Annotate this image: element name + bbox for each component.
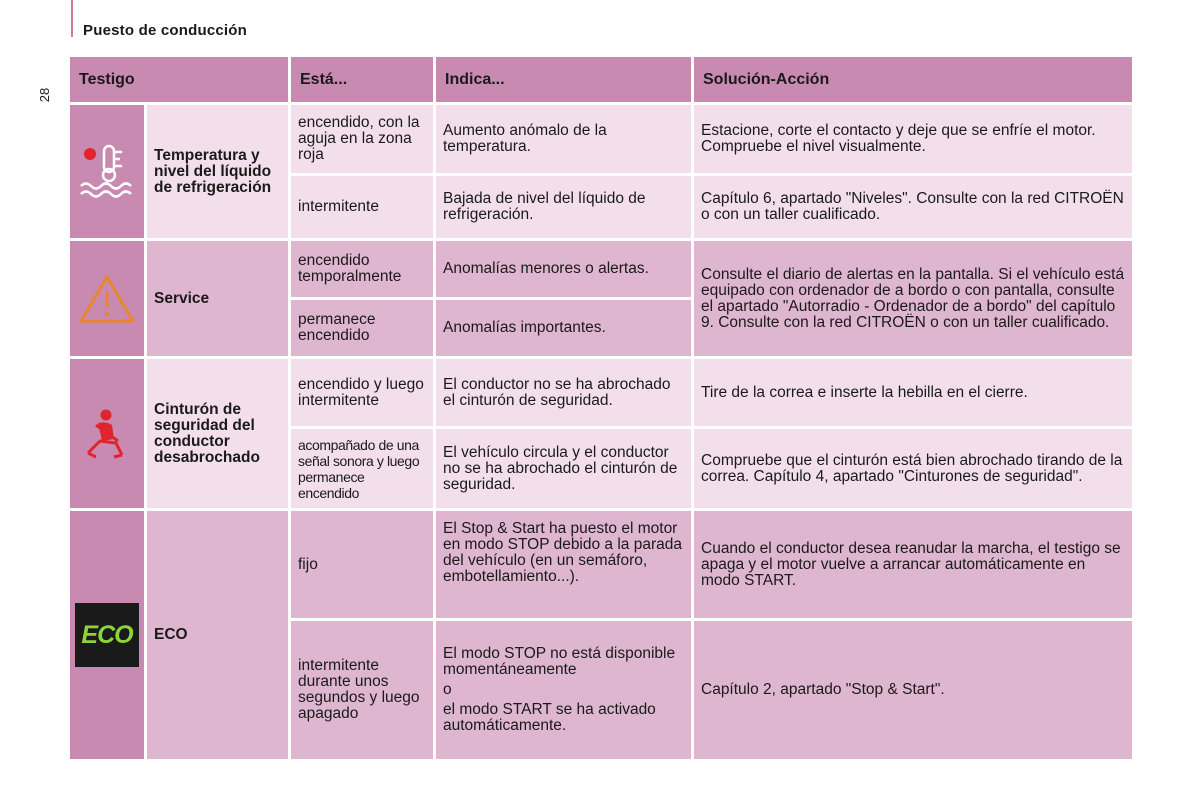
warning-name-eco: ECO (147, 511, 288, 759)
header-accent-bar (71, 0, 73, 37)
indica-cell: El Stop & Start ha puesto el motor en modo STOP debido a la parada del vehículo (en un semáforo, embotellamiento...). (436, 511, 691, 618)
seatbelt-warning-icon (70, 359, 144, 508)
indica-cell: Aumento anómalo de la temperatura. (436, 105, 691, 173)
indica-cell: Anomalías importantes. (436, 300, 691, 356)
eco-indicator-icon (70, 511, 144, 759)
esta-cell: fijo (291, 511, 433, 618)
solucion-cell: Tire de la correa e inserte la hebilla en el cierre. (694, 359, 1132, 426)
warning-name-temperature: Temperatura y nivel del líquido de refrigeración (147, 105, 288, 238)
solucion-cell: Compruebe que el cinturón está bien abrochado tirando de la correa. Capítulo 4, apartado "Cinturones de seguridad". (694, 429, 1132, 508)
page-number: 28 (37, 87, 52, 103)
indica-line: el modo START se ha activado automáticamente. (443, 701, 656, 734)
indica-cell: Bajada de nivel del líquido de refrigeración. (436, 176, 691, 238)
solucion-cell: Consulte el diario de alertas en la pantalla. Si el vehículo está equipado con ordenador de a bordo o con pantalla, consulte el apartado "Autorradio - Ordenador de a bordo" del capítulo 9. Consulte con la red CITROËN o con un taller cualificado. (694, 241, 1132, 356)
solucion-cell: Cuando el conductor desea reanudar la marcha, el testigo se apaga y el motor vuelve a arrancar automáticamente en modo START. (694, 511, 1132, 618)
column-header-testigo: Testigo (70, 57, 288, 102)
warning-lights-table (70, 57, 1125, 738)
eco-icon-frame (75, 603, 139, 667)
indica-line: o (443, 681, 452, 698)
indica-cell: El vehículo circula y el conductor no se ha abrochado el cinturón de seguridad. (436, 429, 691, 508)
column-header-indica: Indica... (436, 57, 691, 102)
indica-cell: El conductor no se ha abrochado el cinturón de seguridad. (436, 359, 691, 426)
column-header-esta: Está... (291, 57, 433, 102)
esta-cell: intermitente durante unos segundos y luego apagado (291, 621, 433, 759)
column-header-solucion: Solución-Acción (694, 57, 1132, 102)
indica-line: El modo STOP no está disponible momentáneamente (443, 645, 676, 678)
coolant-temperature-icon (70, 105, 144, 238)
esta-cell: encendido temporalmente (291, 241, 433, 297)
esta-cell: encendido y luego intermitente (291, 359, 433, 426)
service-warning-triangle-icon (70, 241, 144, 356)
solucion-cell: Estacione, corte el contacto y deje que se enfríe el motor. Compruebe el nivel visualmente. (694, 105, 1132, 173)
esta-cell: encendido, con la aguja en la zona roja (291, 105, 433, 173)
indica-cell: Anomalías menores o alertas. (436, 241, 691, 297)
esta-cell: intermitente (291, 176, 433, 238)
section-title: Puesto de conducción (83, 22, 248, 39)
esta-cell: permanece encendido (291, 300, 433, 356)
warning-name-seatbelt: Cinturón de seguridad del conductor desabrochado (147, 359, 288, 508)
solucion-cell: Capítulo 6, apartado "Niveles". Consulte con la red CITROËN o con un taller cualificado. (694, 176, 1132, 238)
warning-name-service: Service (147, 241, 288, 356)
esta-cell: acompañado de una señal sonora y luego permanece encendido (291, 429, 433, 508)
solucion-cell: Capítulo 2, apartado "Stop & Start". (694, 621, 1132, 759)
indica-cell (436, 621, 691, 759)
eco-icon-label: ECO (81, 621, 133, 649)
